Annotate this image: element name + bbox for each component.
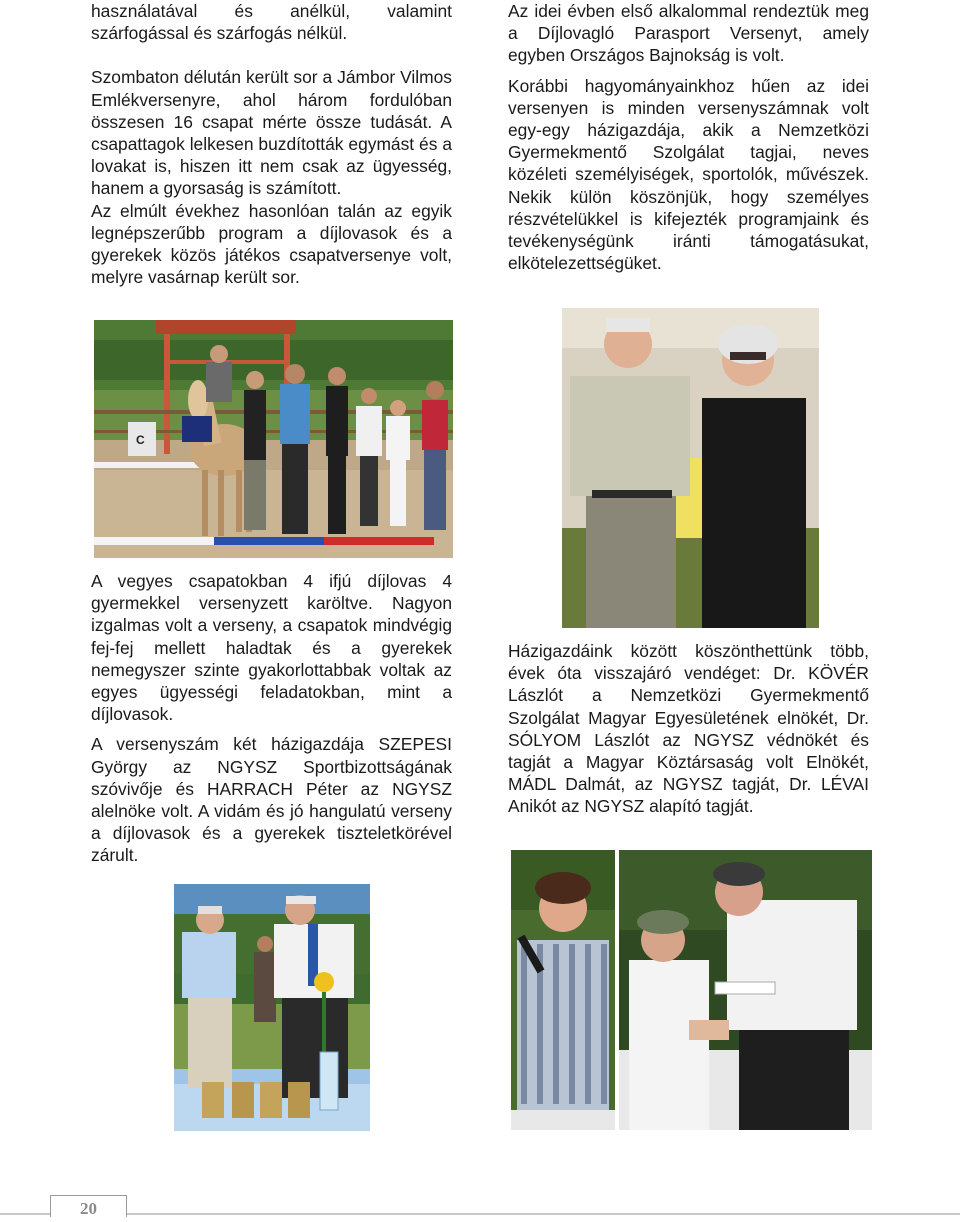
left-column-top [91, 0, 452, 288]
paragraph-team-competition: Az elmúlt évekhez hasonlóan talán az egyik legnépszerűbb program a díjlovasok és a gyerekek közös játékos csapatversenye volt, melyre vasárnap került sor. [91, 200, 452, 288]
left-column-bottom [91, 570, 452, 867]
right-column-top [508, 0, 869, 274]
paragraph-returning-guests: Házigazdáink között köszönthettünk több, évek óta visszajáró vendéget: Dr. KÖVÉR Lászlót a Nemzetközi Gyermekmentő Szolgálat Magyar Egyesületének elnökét, Dr. SÓLYOM Lászlót az NGYSZ védnökét és tagját a Magyar Köztársaság volt Elnökét, MÁDL Dalmát, az NGYSZ tagját, Dr. LÉVAI Anikót az NGYSZ alapító tagját. [508, 641, 869, 817]
photo-award-ceremony [619, 850, 872, 1130]
photo-elderly-couple [562, 308, 819, 628]
paragraph-jambor-memorial: Szombaton délután került sor a Jámbor Vilmos Emlékversenyre, ahol három fordulóban összesen 16 csapat mérte össze tudását. A csapattagok lelkesen buzdították egymást és a lovakat is, hiszen itt nem csak az ügyesség, hanem a gyorsaság is számított. [91, 67, 452, 199]
photo-horse-and-children [94, 320, 453, 558]
photo-woman-with-microphone [511, 850, 615, 1130]
paragraph-intro-end: használatával és anélkül, valamint szárfogással és szárfogás nélkül. [91, 1, 452, 44]
paragraph-parasport-competition: Az idei évben első alkalommal rendeztük meg a Díjlovagló Parasport Versenyt, amely egyben Országos Bajnokság is volt. [508, 1, 869, 66]
footer-line [0, 1213, 960, 1215]
right-column-bottom [508, 640, 869, 818]
paragraph-traditions-hosts: Korábbi hagyományainkhoz hűen az idei versenyen is minden versenyszámnak volt egy-egy házigazdája, akik a Nemzetközi Gyermekmentő Szolgálat tagjai, neves közéleti személyiségek, sportolók, művészek. Nekik külön köszönjük, hogy személyes részvételükkel is kifejezték programjaink és tevékenységünk iránti támogatásukat, elkötelezettségüket. [508, 75, 869, 274]
photo-hosts-with-microphone [174, 884, 370, 1131]
paragraph-hosts-szepesi-harrach: A versenyszám két házigazdája SZEPESI György az NGYSZ Sportbizottságának szóvivője és HARRACH Péter az NGYSZ alelnöke volt. A vidám és jó hangulatú verseny a díjlovasok és a gyerekek tiszteletkörével zárult. [91, 734, 452, 866]
paragraph-mixed-teams: A vegyes csapatokban 4 ifjú díjlovas 4 gyermekkel versenyzett karöltve. Nagyon izgalmas volt a verseny, a csapatok mindvégig fej-fej mellett haladtak és a gyerekek nemegyszer szinte gyakorlottabbak voltak az egyes ügyességi feladatokban, mint a díjlovasok. [91, 571, 452, 725]
page-number: 20 [50, 1195, 127, 1217]
arena-marker-letter: C [136, 433, 145, 447]
